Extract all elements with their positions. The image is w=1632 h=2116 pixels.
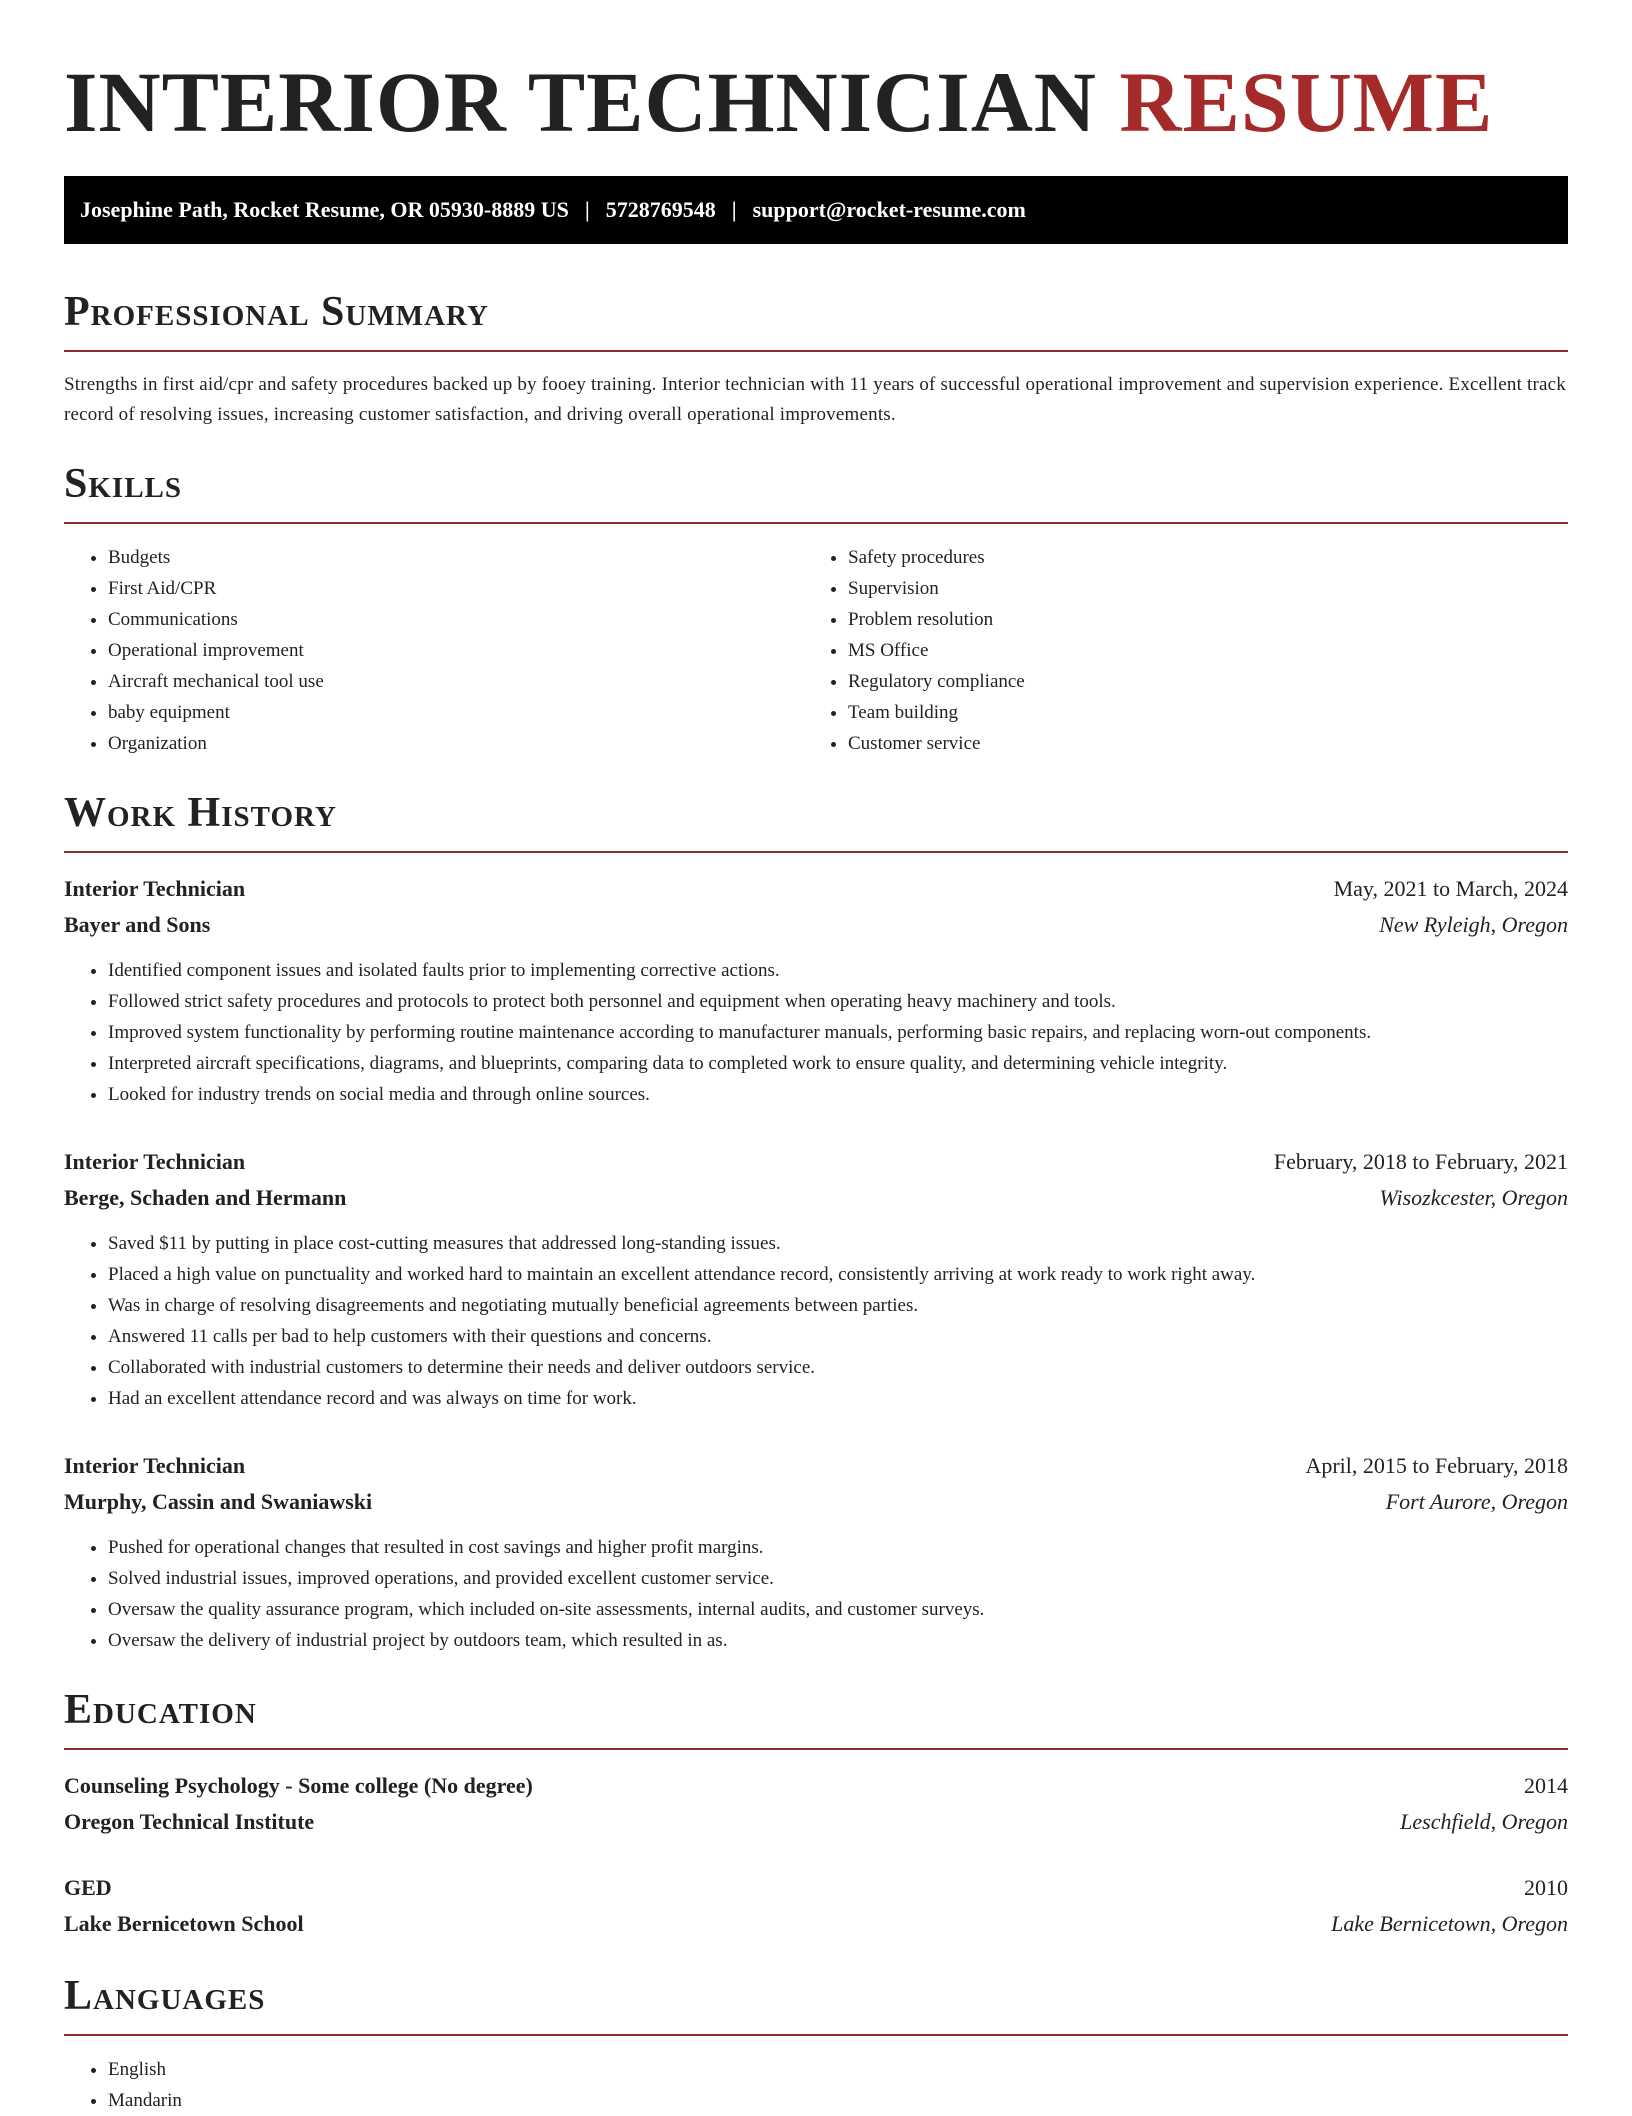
contact-phone[interactable]: 5728769548 bbox=[605, 197, 716, 222]
skill-item: • Budgets bbox=[108, 542, 804, 573]
education-year: 2014 bbox=[1524, 1773, 1568, 1798]
job-list bbox=[64, 871, 1568, 1656]
education-degree: Counseling Psychology - Some college (No degree) bbox=[64, 1773, 533, 1798]
education-entry bbox=[64, 1870, 1568, 1942]
job-bullet: • Solved industrial issues, improved operations, and provided excellent customer service. bbox=[108, 1563, 1568, 1594]
job-location: New Ryleigh, Oregon bbox=[1379, 912, 1568, 937]
summary-text: Strengths in first aid/cpr and safety procedures backed up by fooey training. Interior technician with 11 years of successful operational improvement and supervision experience. Excellent track record of resolving issues, increasing customer satisfaction, and driving overall operational improvements. bbox=[64, 374, 1566, 425]
contact-separator: | bbox=[584, 197, 590, 222]
job-bullets bbox=[64, 1228, 1568, 1414]
skills-list-left bbox=[64, 542, 804, 759]
skills-list-right bbox=[804, 542, 1544, 759]
job-bullets bbox=[64, 1532, 1568, 1656]
education-section bbox=[64, 1686, 1568, 1942]
job-entry bbox=[64, 871, 1568, 1110]
summary-heading: Professional Summary bbox=[64, 289, 489, 335]
job-bullet: • Identified component issues and isolated faults prior to implementing corrective actions. bbox=[108, 955, 1568, 986]
job-title-row bbox=[64, 1448, 1568, 1484]
education-degree-row bbox=[64, 1870, 1568, 1906]
summary-section bbox=[64, 288, 1568, 430]
skill-item: • Regulatory compliance bbox=[848, 666, 1544, 697]
skill-item: • MS Office bbox=[848, 635, 1544, 666]
job-bullets bbox=[64, 955, 1568, 1110]
language-item: • English bbox=[108, 2054, 1568, 2085]
job-title: Interior Technician bbox=[64, 1453, 246, 1478]
section-divider bbox=[64, 522, 1568, 524]
job-title: Interior Technician bbox=[64, 876, 246, 901]
job-title-row bbox=[64, 1144, 1568, 1180]
education-entry bbox=[64, 1768, 1568, 1840]
job-bullet: • Placed a high value on punctuality and worked hard to maintain an excellent attendance record, consistently arriving at work ready to work right away. bbox=[108, 1259, 1568, 1290]
skill-item: • Problem resolution bbox=[848, 604, 1544, 635]
contact-email[interactable]: support@rocket-resume.com bbox=[752, 197, 1026, 222]
skill-item: • First Aid/CPR bbox=[108, 573, 804, 604]
skills-grid bbox=[64, 542, 1568, 759]
job-location: Fort Aurore, Oregon bbox=[1385, 1489, 1568, 1514]
job-bullet: • Collaborated with industrial customers to determine their needs and deliver outdoors service. bbox=[108, 1352, 1568, 1383]
job-dates: February, 2018 to February, 2021 bbox=[1273, 1149, 1568, 1174]
job-dates: April, 2015 to February, 2018 bbox=[1305, 1453, 1568, 1478]
title-accent: RESUME bbox=[1119, 54, 1494, 150]
skill-item: • Customer service bbox=[848, 728, 1544, 759]
skill-item: • Organization bbox=[108, 728, 804, 759]
contact-separator: | bbox=[731, 197, 737, 222]
resume-page bbox=[64, 0, 1568, 2116]
education-location: Lake Bernicetown, Oregon bbox=[1331, 1911, 1568, 1936]
job-dates: May, 2021 to March, 2024 bbox=[1333, 876, 1568, 901]
languages-section bbox=[64, 1972, 1568, 2116]
work-history-heading: Work History bbox=[64, 790, 337, 836]
job-company: Berge, Schaden and Hermann bbox=[64, 1185, 347, 1210]
job-location: Wisozkcester, Oregon bbox=[1379, 1185, 1568, 1210]
job-company-row bbox=[64, 907, 1568, 943]
education-location: Leschfield, Oregon bbox=[1400, 1809, 1568, 1834]
job-bullet: • Pushed for operational changes that resulted in cost savings and higher profit margins. bbox=[108, 1532, 1568, 1563]
job-company-row bbox=[64, 1484, 1568, 1520]
skill-item: • Operational improvement bbox=[108, 635, 804, 666]
education-school-row bbox=[64, 1804, 1568, 1840]
education-school-row bbox=[64, 1906, 1568, 1942]
section-divider bbox=[64, 2034, 1568, 2036]
skills-heading: Skills bbox=[64, 461, 183, 507]
job-bullet: • Had an excellent attendance record and was always on time for work. bbox=[108, 1383, 1568, 1414]
job-entry bbox=[64, 1144, 1568, 1414]
skill-item: • Team building bbox=[848, 697, 1544, 728]
job-bullet: • Looked for industry trends on social media and through online sources. bbox=[108, 1079, 1568, 1110]
job-company-row bbox=[64, 1180, 1568, 1216]
job-company: Bayer and Sons bbox=[64, 912, 211, 937]
education-degree: GED bbox=[64, 1875, 112, 1900]
skill-item: • Supervision bbox=[848, 573, 1544, 604]
title-main: INTERIOR TECHNICIAN bbox=[64, 54, 1097, 150]
education-school: Lake Bernicetown School bbox=[64, 1911, 304, 1936]
education-degree-row bbox=[64, 1768, 1568, 1804]
job-company: Murphy, Cassin and Swaniawski bbox=[64, 1489, 373, 1514]
resume-title bbox=[64, 52, 1568, 152]
section-divider bbox=[64, 1748, 1568, 1750]
job-entry bbox=[64, 1448, 1568, 1656]
language-item: • Mandarin bbox=[108, 2085, 1568, 2116]
section-divider bbox=[64, 851, 1568, 853]
education-year: 2010 bbox=[1524, 1875, 1568, 1900]
section-divider bbox=[64, 350, 1568, 352]
skill-item: • Safety procedures bbox=[848, 542, 1544, 573]
education-heading: Education bbox=[64, 1687, 257, 1733]
job-bullet: • Followed strict safety procedures and protocols to protect both personnel and equipment when operating heavy machinery and tools. bbox=[108, 986, 1568, 1017]
skill-item: • Communications bbox=[108, 604, 804, 635]
job-bullet: • Interpreted aircraft specifications, diagrams, and blueprints, comparing data to completed work to ensure quality, and determining vehicle integrity. bbox=[108, 1048, 1568, 1079]
job-bullet: • Oversaw the quality assurance program, which included on-site assessments, internal audits, and customer surveys. bbox=[108, 1594, 1568, 1625]
skills-section bbox=[64, 460, 1568, 759]
skill-item: • baby equipment bbox=[108, 697, 804, 728]
job-bullet: • Improved system functionality by performing routine maintenance according to manufacturer manuals, performing basic repairs, and replacing worn-out components. bbox=[108, 1017, 1568, 1048]
job-title-row bbox=[64, 871, 1568, 907]
education-school: Oregon Technical Institute bbox=[64, 1809, 315, 1834]
job-bullet: • Saved $11 by putting in place cost-cutting measures that addressed long-standing issues. bbox=[108, 1228, 1568, 1259]
skill-item: • Aircraft mechanical tool use bbox=[108, 666, 804, 697]
job-bullet: • Was in charge of resolving disagreements and negotiating mutually beneficial agreements between parties. bbox=[108, 1290, 1568, 1321]
languages-heading: Languages bbox=[64, 1973, 266, 2019]
job-bullet: • Answered 11 calls per bad to help customers with their questions and concerns. bbox=[108, 1321, 1568, 1352]
education-list bbox=[64, 1768, 1568, 1942]
job-title: Interior Technician bbox=[64, 1149, 246, 1174]
job-bullet: • Oversaw the delivery of industrial project by outdoors team, which resulted in as. bbox=[108, 1625, 1568, 1656]
contact-address: Josephine Path, Rocket Resume, OR 05930-8889 US bbox=[80, 197, 569, 222]
contact-bar bbox=[64, 176, 1568, 244]
languages-list bbox=[64, 2054, 1568, 2116]
work-history-section bbox=[64, 789, 1568, 1656]
